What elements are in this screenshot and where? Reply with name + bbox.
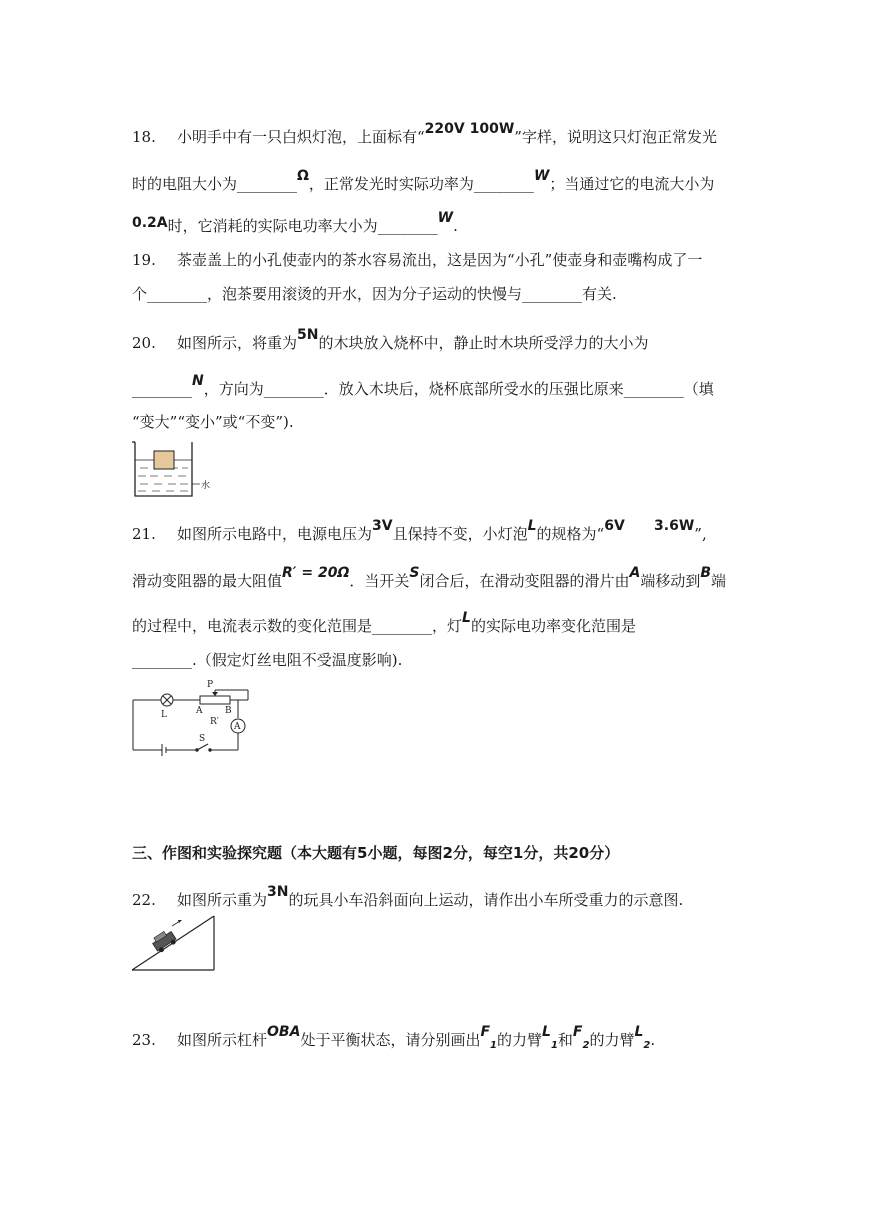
math-expression: 220V 100W <box>424 121 515 137</box>
question-number: 20. <box>132 334 156 352</box>
q21-line-4: ________.（假定灯丝电阻不受温度影响). <box>132 651 403 669</box>
q18-line-3: 0.2A时，它消耗的实际电功率大小为________W. <box>132 210 458 235</box>
water-label: 水 <box>201 481 211 491</box>
terminal-b-label: B <box>225 706 232 716</box>
lamp-label: L <box>161 710 167 720</box>
question-number: 21. <box>132 525 156 543</box>
q21-line-3: 的过程中，电流表示数的变化范围是________，灯L的实际电功率变化范围是 <box>132 610 636 635</box>
q20-line-1: 20. 如图所示，将重为5N的木块放入烧杯中，静止时木块所受浮力的大小为 <box>132 327 649 352</box>
terminal-a-label: A <box>196 706 203 716</box>
q21-line-1: 21. 如图所示电路中，电源电压为3V且保持不变，小灯泡L的规格为“6V 3.6W”, <box>132 518 707 543</box>
beaker-figure <box>130 438 220 500</box>
q19-line-2: 个________，泡茶要用滚烫的开水，因为分子运动的快慢与________有关. <box>132 285 617 303</box>
question-number: 19. <box>132 251 156 269</box>
ammeter-label: A <box>234 722 241 732</box>
switch-label: S <box>199 734 206 744</box>
q20-line-3: “变大”“变小”或“不变”). <box>132 413 294 431</box>
q20-line-2: ________N，方向为________．放入木块后，烧杯底部所受水的压强比原来________（填 <box>132 373 714 398</box>
question-number: 23. <box>132 1031 156 1049</box>
q18-line-1: 18. 小明手中有一只白炽灯泡，上面标有“220V 100W”字样，说明这只灯泡正常发光 <box>132 121 717 146</box>
question-number: 22. <box>132 891 156 909</box>
q18-line-2: 时的电阻大小为________Ω，正常发光时实际功率为________W；当通过它的电流大小为 <box>132 168 715 193</box>
q19-line-1: 19. 茶壶盖上的小孔使壶内的茶水容易流出，这是因为“小孔”使壶身和壶嘴构成了一 <box>132 251 703 269</box>
q21-line-2: 滑动变阻器的最大阻值R′ = 20Ω．当开关S闭合后，在滑动变阻器的滑片由A端移动到B端 <box>132 565 727 590</box>
circuit-figure <box>128 678 258 758</box>
question-number: 18. <box>132 128 156 146</box>
q22-line-1: 22. 如图所示重为3N的玩具小车沿斜面向上运动，请作出小车所受重力的示意图. <box>132 884 684 909</box>
q23-line-1: 23. 如图所示杠杆OBA处于平衡状态，请分别画出$F_1$的力臂$L_1$和$F_2$的力臂$L_2$. <box>132 1024 656 1051</box>
slider-label: P <box>207 680 214 690</box>
section-title: 三、作图和实验探究题（本大题有5小题，每图2分，每空1分，共20分） <box>132 844 620 862</box>
incline-figure <box>128 912 220 974</box>
rheostat-label: R′ <box>210 717 219 727</box>
